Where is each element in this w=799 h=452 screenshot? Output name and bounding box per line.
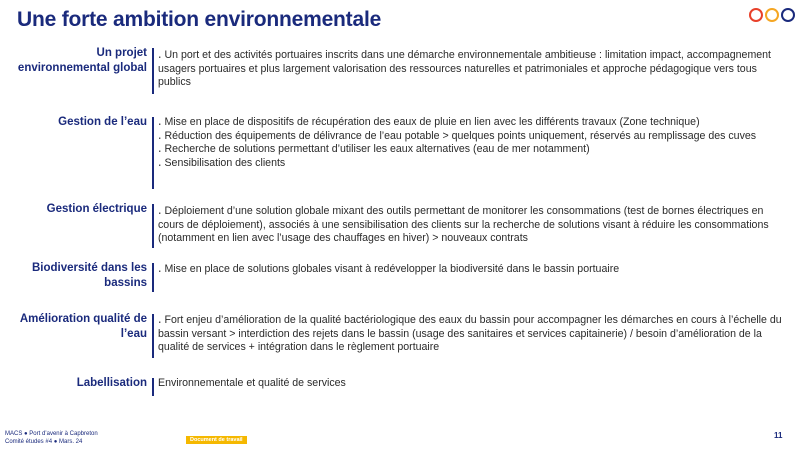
section-label: Labellisation: [76, 377, 147, 389]
section-divider: [152, 314, 154, 358]
section-divider: [152, 117, 154, 189]
page-title: Une forte ambition environnementale: [17, 8, 382, 31]
section-label: Biodiversité dans les bassins: [31, 262, 147, 289]
section-divider: [152, 378, 154, 396]
section-content: ․ Fort enjeu d’amélioration de la qualité bactériologique des eaux du bassin pour accompagner les démarches en cours à l’échelle du bassin versant > interdiction des rejets dans le bassin (usage des sanitaires et services capitainerie) / besoin d’amélioration de la qualité de services + intégration dans le règlement portuaire: [158, 314, 782, 354]
section-divider: [152, 48, 154, 94]
section-content: ․ Mise en place de dispositifs de récupération des eaux de pluie en lien avec les différents travaux (Zone technique) ․ Réduction des équipements de délivrance de l’eau potable > quelques points uniquement, réservés au remplissage des cuves ․ Recherche de solutions permettant d’utiliser les eaux alternatives (eau de mer notamment) ․ Sensibilisation des clients: [158, 116, 757, 170]
section-label: Gestion de l’eau: [58, 116, 147, 128]
section-content: ․ Déploiement d’une solution globale mixant des outils permettant de monitorer les consommations (test de bornes électriques en cours de déploiement), associés à une sensibilisation des clients sur la recherche de solutions visant à réduire les consommations (notamment en lien avec l’usage des chauffages en hiver) > nouveaux contrats: [158, 205, 769, 245]
section-content: ․ Mise en place de solutions globales visant à redévelopper la biodiversité dans le bassin portuaire: [158, 263, 620, 275]
section-divider: [152, 204, 154, 248]
section-content: Environnementale et qualité de services: [158, 377, 346, 389]
section-label: Gestion électrique: [46, 203, 147, 215]
logo: [749, 8, 795, 22]
section-label: Amélioration qualité de l’eau: [19, 313, 147, 340]
page-number: 11: [774, 431, 783, 440]
section-content: ․ Un port et des activités portuaires inscrits dans une démarche environnementale ambitieuse : limitation impact, accompagnement usagers portuaires et plus largement valorisation des ressources naturelles et patrimoniales et approche pédagogique vers tous publics: [158, 49, 771, 89]
logo-blue-circle-icon: [781, 8, 795, 22]
document-status-badge: Document de travail: [186, 436, 247, 444]
footer-info: MACS ● Port d’avenir à Capbreton Comité études #4 ● Mars. 24: [5, 431, 98, 445]
logo-orange-circle-icon: [765, 8, 779, 22]
section-divider: [152, 263, 154, 292]
section-label: Un projet environnemental global: [17, 47, 147, 74]
logo-red-circle-icon: [749, 8, 763, 22]
